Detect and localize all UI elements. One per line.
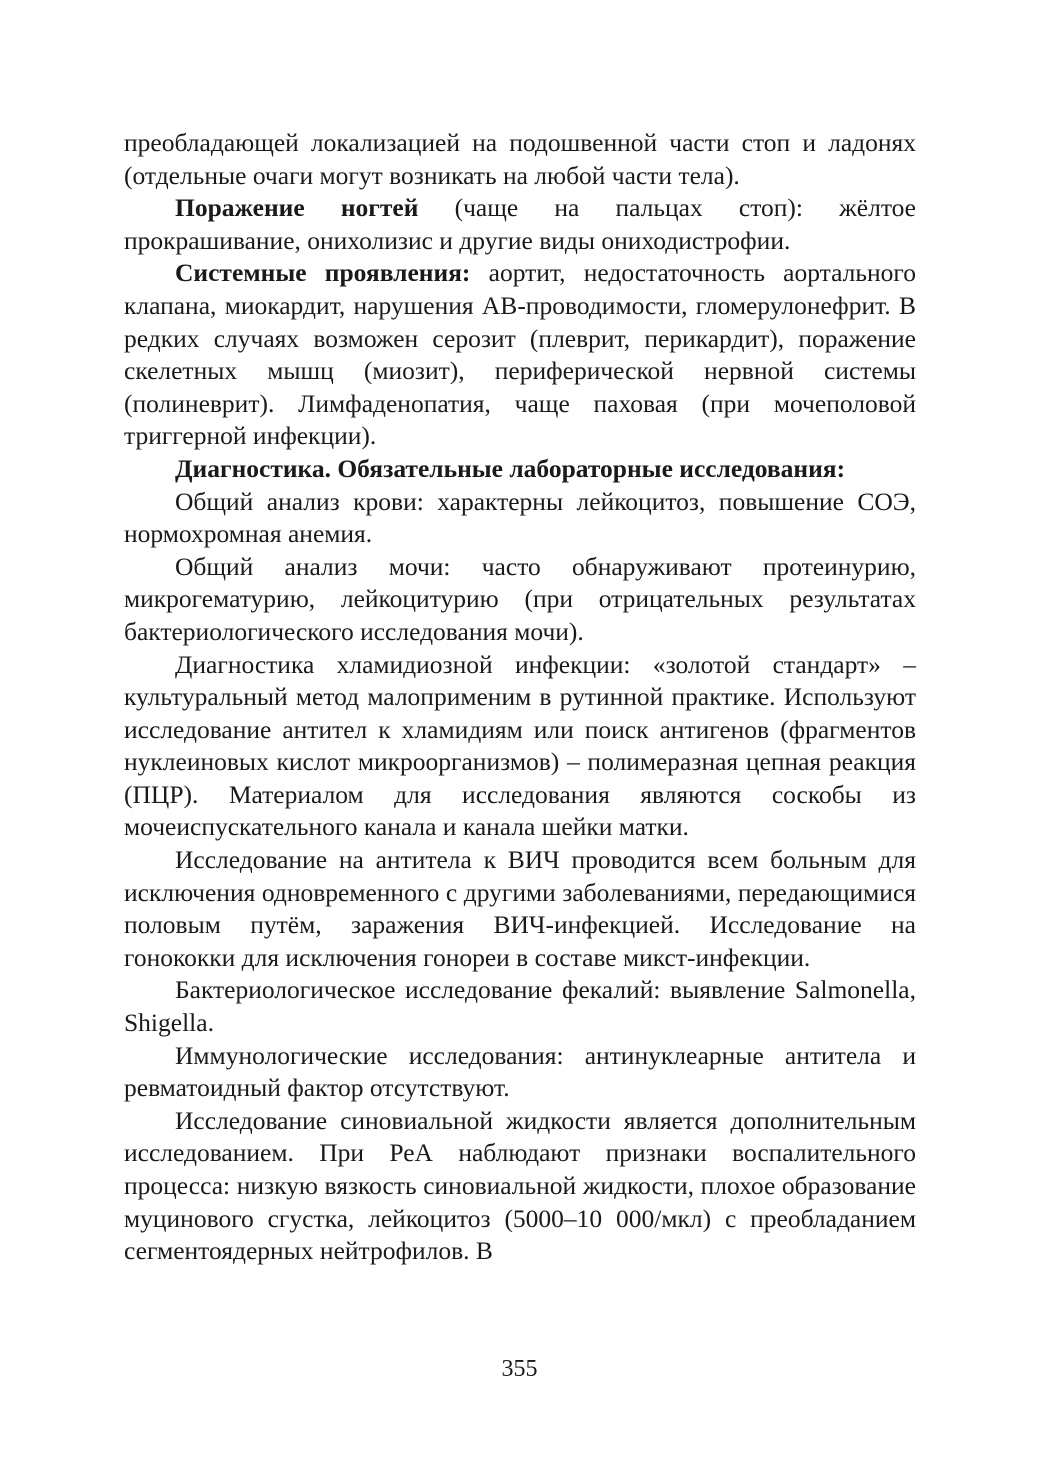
paragraph-nail-lesions: Поражение ногтей (чаще на пальцах стоп): жёлтое прокрашивание, онихолизис и другие виды ониходистрофии. [124, 193, 916, 255]
page-number: 355 [501, 1356, 538, 1382]
paragraph-systemic-manifestations: Системные проявления: аортит, недостаточность аортального клапана, миокардит, нарушения АВ-проводимости, гломерулонефрит. В редких случаях возможен серозит (плеврит, перикардит), поражение скелетных мышц (миозит), периферической нервной системы (полиневрит). Лимфаденопатия, чаще паховая (при мочеполовой триггерной инфекции). [124, 258, 916, 451]
paragraph-urine-test: Общий анализ мочи: часто обнаруживают протеинурию, микрогематурию, лейкоцитурию (при отрицательных результатах бактериологического исследования мочи). [124, 551, 916, 646]
paragraph-hiv-test: Исследование на антитела к ВИЧ проводится всем больным для исключения одновременного с другими заболеваниями, передающимися половым путём, заражения ВИЧ-инфекцией. Исследование на гонококки для исключения гонореи в составе микст-инфекции. [124, 845, 916, 972]
paragraph-heading: Поражение ногтей [175, 193, 419, 223]
paragraph-fecal-test: Бактериологическое исследование фекалий: выявление Salmonella, Shigella. [124, 975, 916, 1038]
paragraph-immunology: Иммунологические исследования: антинуклеарные антитела и ревматоидный фактор отсутствуют. [124, 1040, 916, 1103]
paragraph-heading: Системные проявления: [175, 258, 471, 288]
paragraph-synovial-fluid: Исследование синовиальной жидкости является дополнительным исследованием. При РеА наблюдают признаки воспалительного процесса: низкую вязкость синовиальной жидкости, плохое образование муцинового сгустка, лейкоцитоз (5000–10 000/мкл) с преобладанием сегментоядерных нейтрофилов. В [124, 1105, 916, 1266]
section-heading-diagnostics: Диагностика. Обязательные лабораторные исследования: [175, 453, 846, 483]
body-text [124, 127, 916, 1268]
paragraph-continuation: преобладающей локализацией на подошвенной части стоп и ладонях (отдельные очаги могут возникать на любой части тела). [124, 128, 916, 190]
paragraph-blood-test: Общий анализ крови: характерны лейкоцитоз, повышение СОЭ, нормохромная анемия. [124, 486, 916, 549]
paragraph-chlamydia-diagnostics: Диагностика хламидиозной инфекции: «золотой стандарт» – культуральный метод малоприменим в рутинной практике. Используют исследование антител к хламидиям или поиск антигенов (фрагментов нуклеиновых кислот микроорганизмов) – полимеразная цепная реакция (ПЦР). Материалом для исследования являются соскобы из мочеиспускательного канала и канала шейки матки. [124, 649, 916, 842]
